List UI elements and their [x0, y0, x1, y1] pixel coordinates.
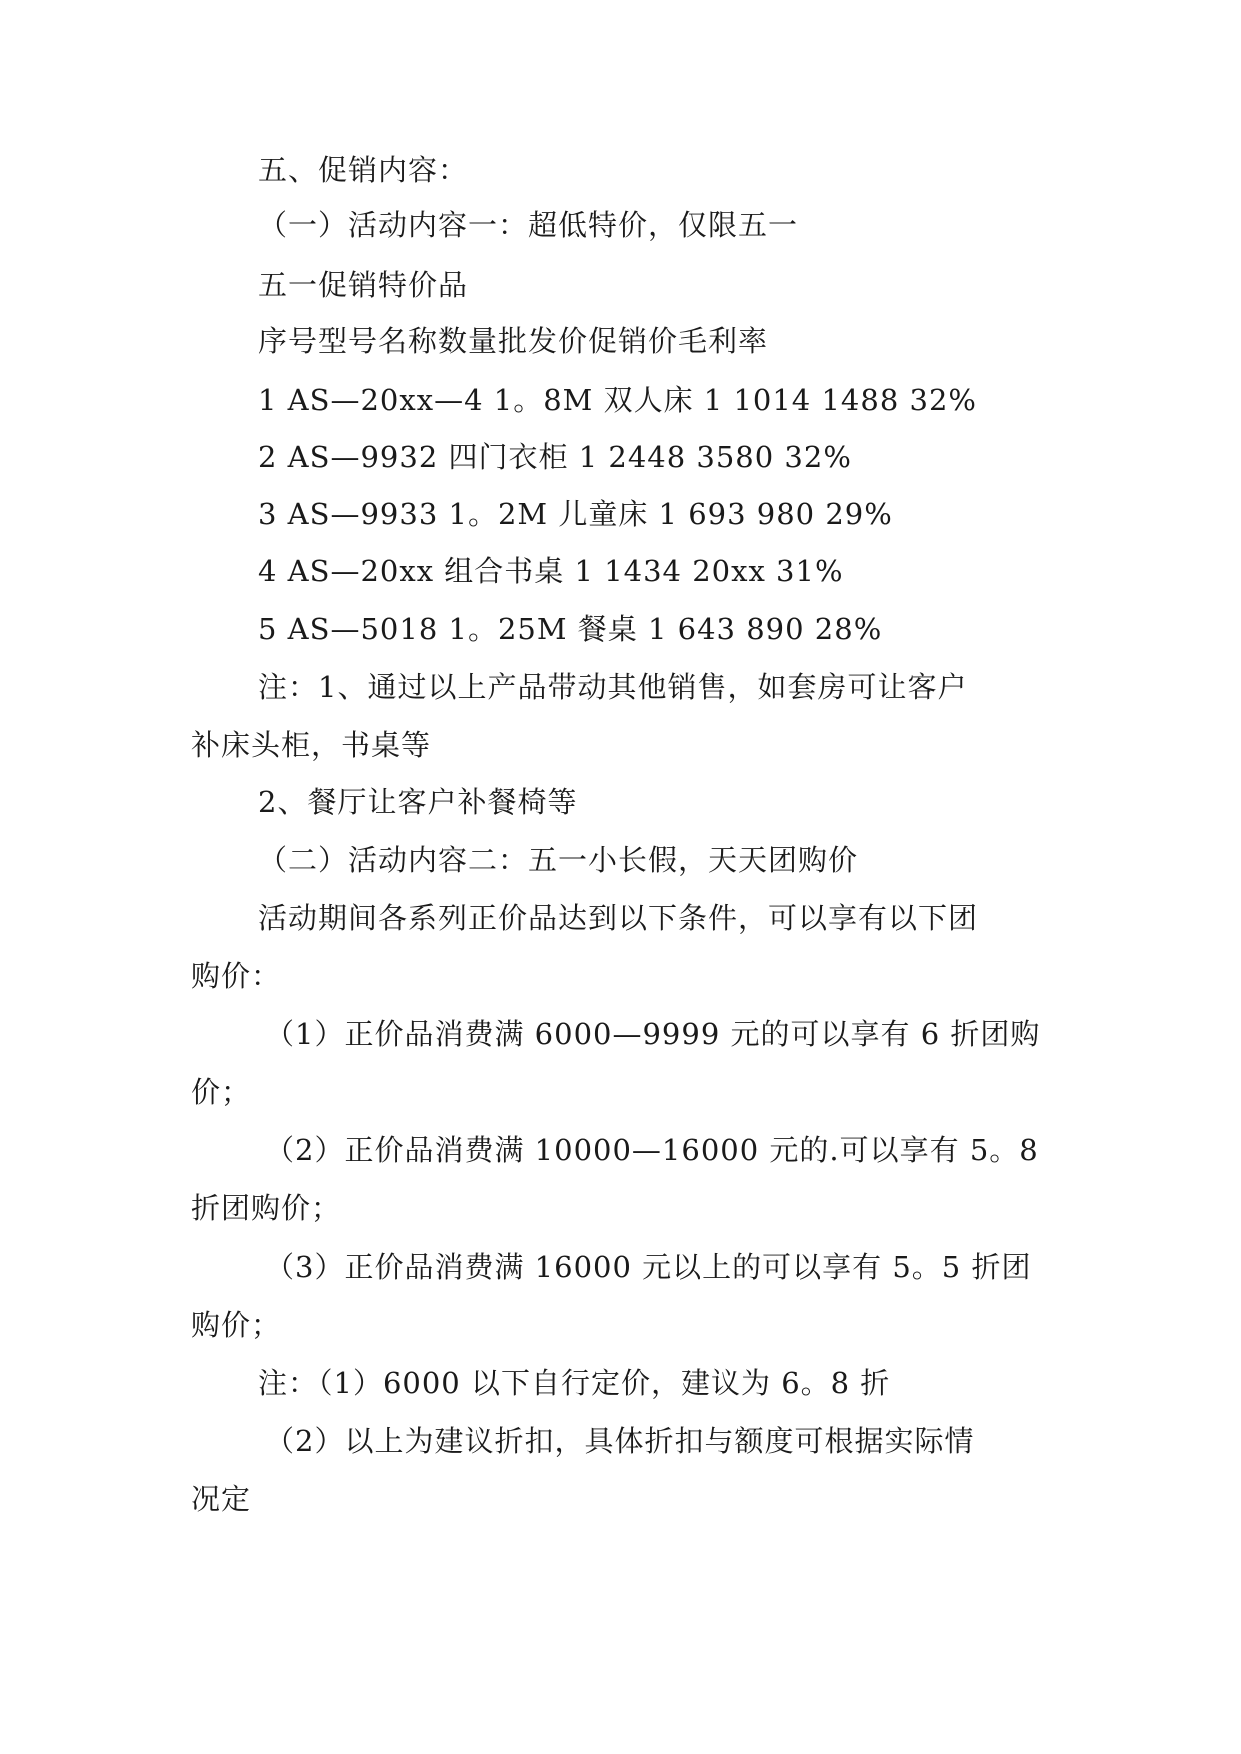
note-line: 2、餐厅让客户补餐椅等 [258, 785, 578, 819]
note-line: 补床头柜，书桌等 [191, 728, 432, 762]
note-line: 注：（1）6000 以下自行定价，建议为 6。8 折 [258, 1366, 891, 1400]
list-item-line: 折团购价； [191, 1191, 342, 1225]
table-row-line: 4 AS—20xx 组合书桌 1 1434 20xx 31% [258, 554, 844, 588]
note-line: 注：1、通过以上产品带动其他销售，如套房可让客户 [258, 670, 968, 704]
table-row-line: 1 AS—20xx—4 1。8M 双人床 1 1014 1488 32% [258, 383, 977, 417]
paragraph-line: 购价： [191, 959, 282, 993]
table-row-line: 5 AS—5018 1。25M 餐桌 1 643 890 28% [258, 612, 883, 646]
note-line: 况定 [191, 1482, 252, 1516]
table-header-line: 序号型号名称数量批发价促销价毛利率 [258, 324, 769, 358]
list-item-line: （1）正价品消费满 6000—9999 元的可以享有 6 折团购 [265, 1017, 1041, 1051]
list-item-line: 价； [191, 1075, 252, 1109]
list-item-line: （2）正价品消费满 10000—16000 元的.可以享有 5。8 [265, 1133, 1039, 1167]
list-item-line: （3）正价品消费满 16000 元以上的可以享有 5。5 折团 [265, 1250, 1032, 1284]
paragraph-line: 活动期间各系列正价品达到以下条件，可以享有以下团 [258, 901, 979, 935]
note-line: （2）以上为建议折扣，具体折扣与额度可根据实际情 [265, 1424, 975, 1458]
table-row-line: 2 AS—9932 四门衣柜 1 2448 3580 32% [258, 440, 852, 474]
subsection-heading: （二）活动内容二：五一小长假，天天团购价 [258, 843, 859, 877]
list-item-line: 购价； [191, 1308, 282, 1342]
section-heading: 五、促销内容： [258, 153, 469, 187]
subsection-heading: （一）活动内容一：超低特价，仅限五一 [258, 208, 799, 242]
paragraph-line: 五一促销特价品 [258, 268, 469, 302]
table-row-line: 3 AS—9933 1。2M 儿童床 1 693 980 29% [258, 497, 893, 531]
